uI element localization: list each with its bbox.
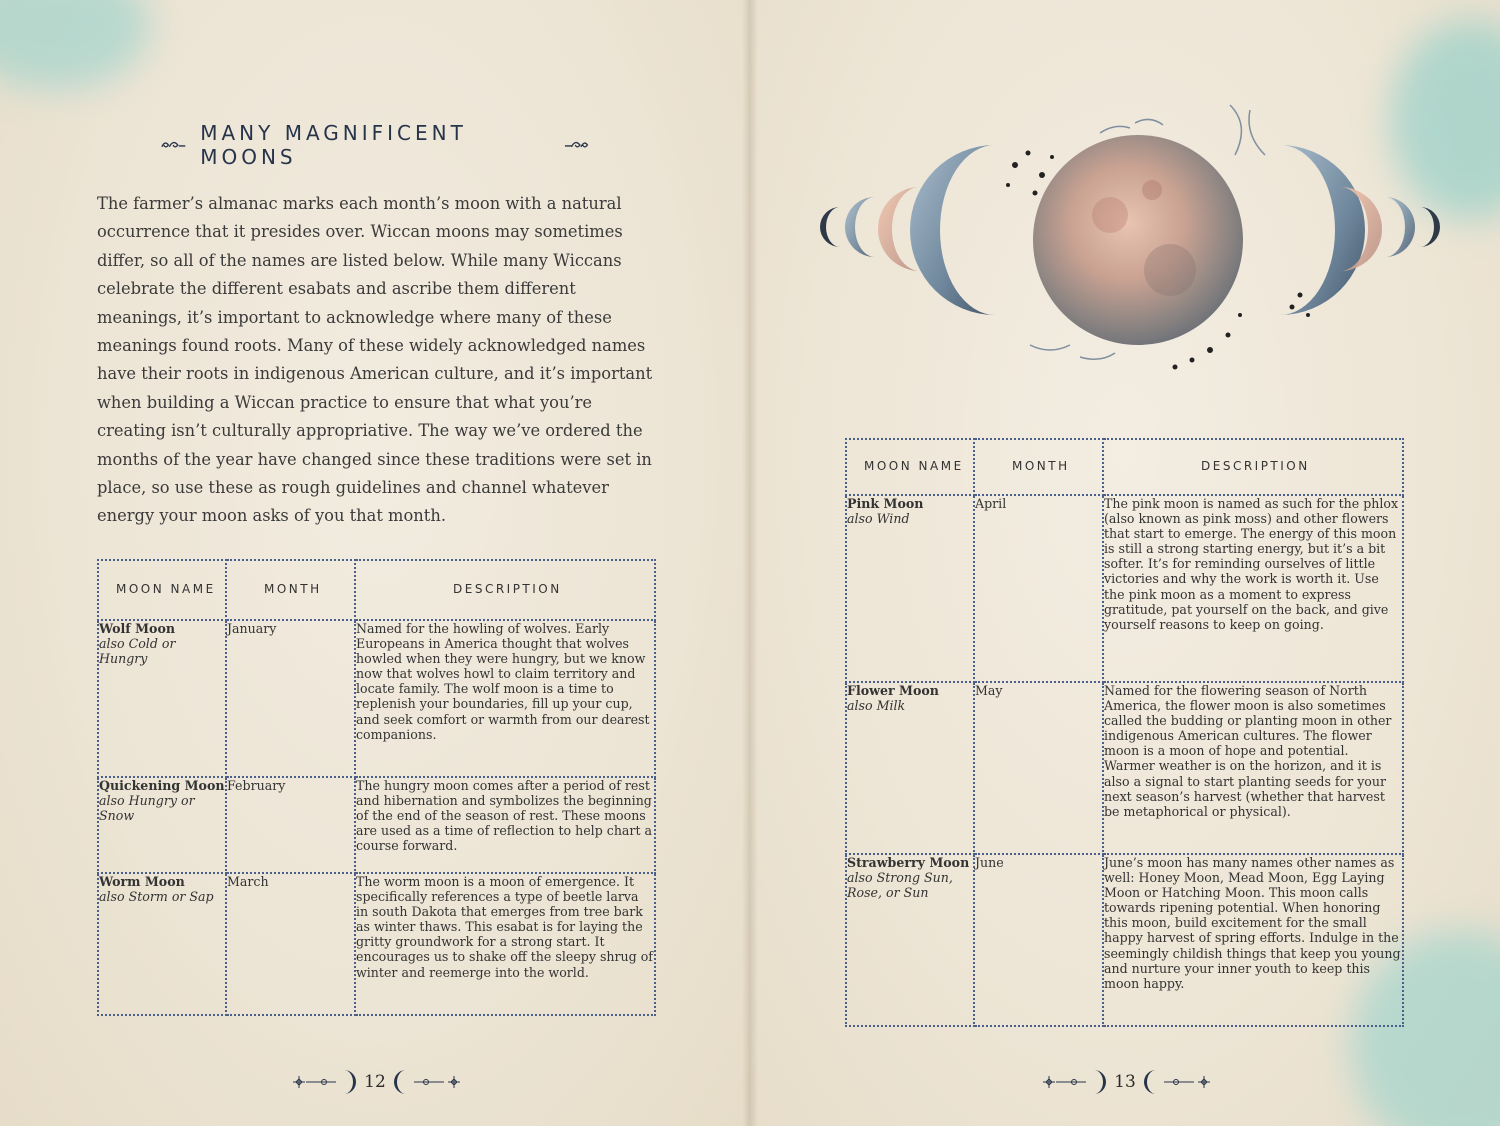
- moon-name: Quickening Moon: [99, 778, 225, 793]
- moon-description: June’s moon has many names other names as well: Honey Moon, Mead Moon, Egg Laying Moon or Hatching Moon. This moon calls towards ripening potential. When honoring this moon, build excitement for the small happy harvest of spring efforts. Indulge in the seemingly childish things that keep you young and nurture your inner youth to keep this moon happy.: [1103, 854, 1403, 1026]
- table-row: [846, 495, 1403, 682]
- table-header-row: [846, 439, 1403, 495]
- moon-alt-names: also Storm or Sap: [99, 889, 214, 905]
- moon-alt-names: also Cold or Hungry: [99, 636, 176, 667]
- book-gutter: [742, 0, 758, 1126]
- moon-month: June: [974, 854, 1103, 1026]
- page-number: 12: [364, 1072, 386, 1092]
- table-row: [846, 682, 1403, 854]
- table-row: [98, 873, 655, 1015]
- moon-name: Wolf Moon: [99, 621, 175, 636]
- page-number-left: [275, 1066, 475, 1098]
- moon-month: January: [226, 620, 355, 777]
- star-moon-folio-ornament-icon: [1142, 1067, 1212, 1097]
- moon-description: The pink moon is named as such for the phlox (also known as pink moss) and other flowers that start to emerge. The energy of this moon is still a strong starting energy, but it’s a bit softer. It’s for reminding ourselves of little victories and why the work is worth it. Use the pink moon as a moment to express gratitude, pat yourself on the back, and give yourself reasons to keep on going.: [1103, 495, 1403, 682]
- star-moon-folio-ornament-icon: [392, 1067, 462, 1097]
- watercolor-wash: [0, 0, 150, 90]
- page-number: 13: [1114, 1072, 1136, 1092]
- header-month: MONTH: [974, 439, 1103, 495]
- table-row: [98, 620, 655, 777]
- section-heading: [160, 121, 590, 169]
- table-row: [98, 777, 655, 873]
- table-row: [846, 854, 1403, 1026]
- header-description: DESCRIPTION: [1103, 439, 1403, 495]
- moon-month: May: [974, 682, 1103, 854]
- moon-name: Flower Moon: [847, 683, 939, 698]
- moon-description: The worm moon is a moon of emergence. It specifically references a type of beetle larva in south Dakota that emerges from tree bark as winter thaws. This esabat is for laying the gritty groundwork for a strong start. It encourages us to shake off the sleepy shrug of winter and reemerge into the world.: [355, 873, 655, 1015]
- swirl-ornament-icon: [564, 137, 590, 153]
- moon-table-left: [97, 559, 656, 1016]
- moon-name: Strawberry Moon: [847, 855, 970, 870]
- header-moon-name: MOON NAME: [98, 560, 226, 620]
- header-month: MONTH: [226, 560, 355, 620]
- header-description: DESCRIPTION: [355, 560, 655, 620]
- moon-month: March: [226, 873, 355, 1015]
- swirl-ornament-icon: [160, 137, 186, 153]
- section-title: MANY MAGNIFICENT MOONS: [200, 121, 467, 169]
- star-moon-folio-ornament-icon: [288, 1067, 358, 1097]
- moon-month: April: [974, 495, 1103, 682]
- header-moon-name: MOON NAME: [846, 439, 974, 495]
- moon-description: The hungry moon comes after a period of rest and hibernation and symbolizes the beginning of the end of the season of rest. These moons are used as a time of reflection to help chart a course forward.: [355, 777, 655, 873]
- moon-description: Named for the howling of wolves. Early Europeans in America thought that wolves howled when they were hungry, but we know now that wolves howl to claim territory and locate family. The wolf moon is a time to replenish your boundaries, fill up your cup, and seek comfort or warmth from our dearest companions.: [355, 620, 655, 777]
- moon-alt-names: also Hungry or Snow: [99, 793, 195, 824]
- moon-phases-illustration: [780, 95, 1480, 385]
- moon-name: Worm Moon: [99, 874, 185, 889]
- table-header-row: [98, 560, 655, 620]
- moon-description: Named for the flowering season of North America, the flower moon is also sometimes called the budding or planting moon in other indigenous American cultures. The flower moon is a moon of hope and potential. Warmer weather is on the horizon, and it is also a signal to start planting seeds for your next season’s harvest (whether that harvest be metaphorical or physical).: [1103, 682, 1403, 854]
- star-moon-folio-ornament-icon: [1038, 1067, 1108, 1097]
- moon-month: February: [226, 777, 355, 873]
- moon-name: Pink Moon: [847, 496, 924, 511]
- moon-alt-names: also Strong Sun, Rose, or Sun: [847, 870, 953, 901]
- moon-alt-names: also Wind: [847, 511, 910, 527]
- page-number-right: [1025, 1066, 1225, 1098]
- moon-table-right: [845, 438, 1404, 1027]
- intro-paragraph: The farmer’s almanac marks each month’s moon with a natural occurrence that it presides over. Wiccan moons may sometimes differ, so all of the names are listed below. While many Wiccans celebrate the different esabats and ascribe them different meanings, it’s important to acknowledge where many of these meanings found roots. Many of these widely acknowledged names have their roots in indigenous American culture, and it’s important when building a Wiccan practice to ensure that what you’re creating isn’t culturally appropriative. The way we’ve ordered the months of the year have changed since these traditions were set in place, so use these as rough guidelines and channel whatever energy your moon asks of you that month.: [97, 194, 653, 526]
- moon-alt-names: also Milk: [847, 698, 906, 714]
